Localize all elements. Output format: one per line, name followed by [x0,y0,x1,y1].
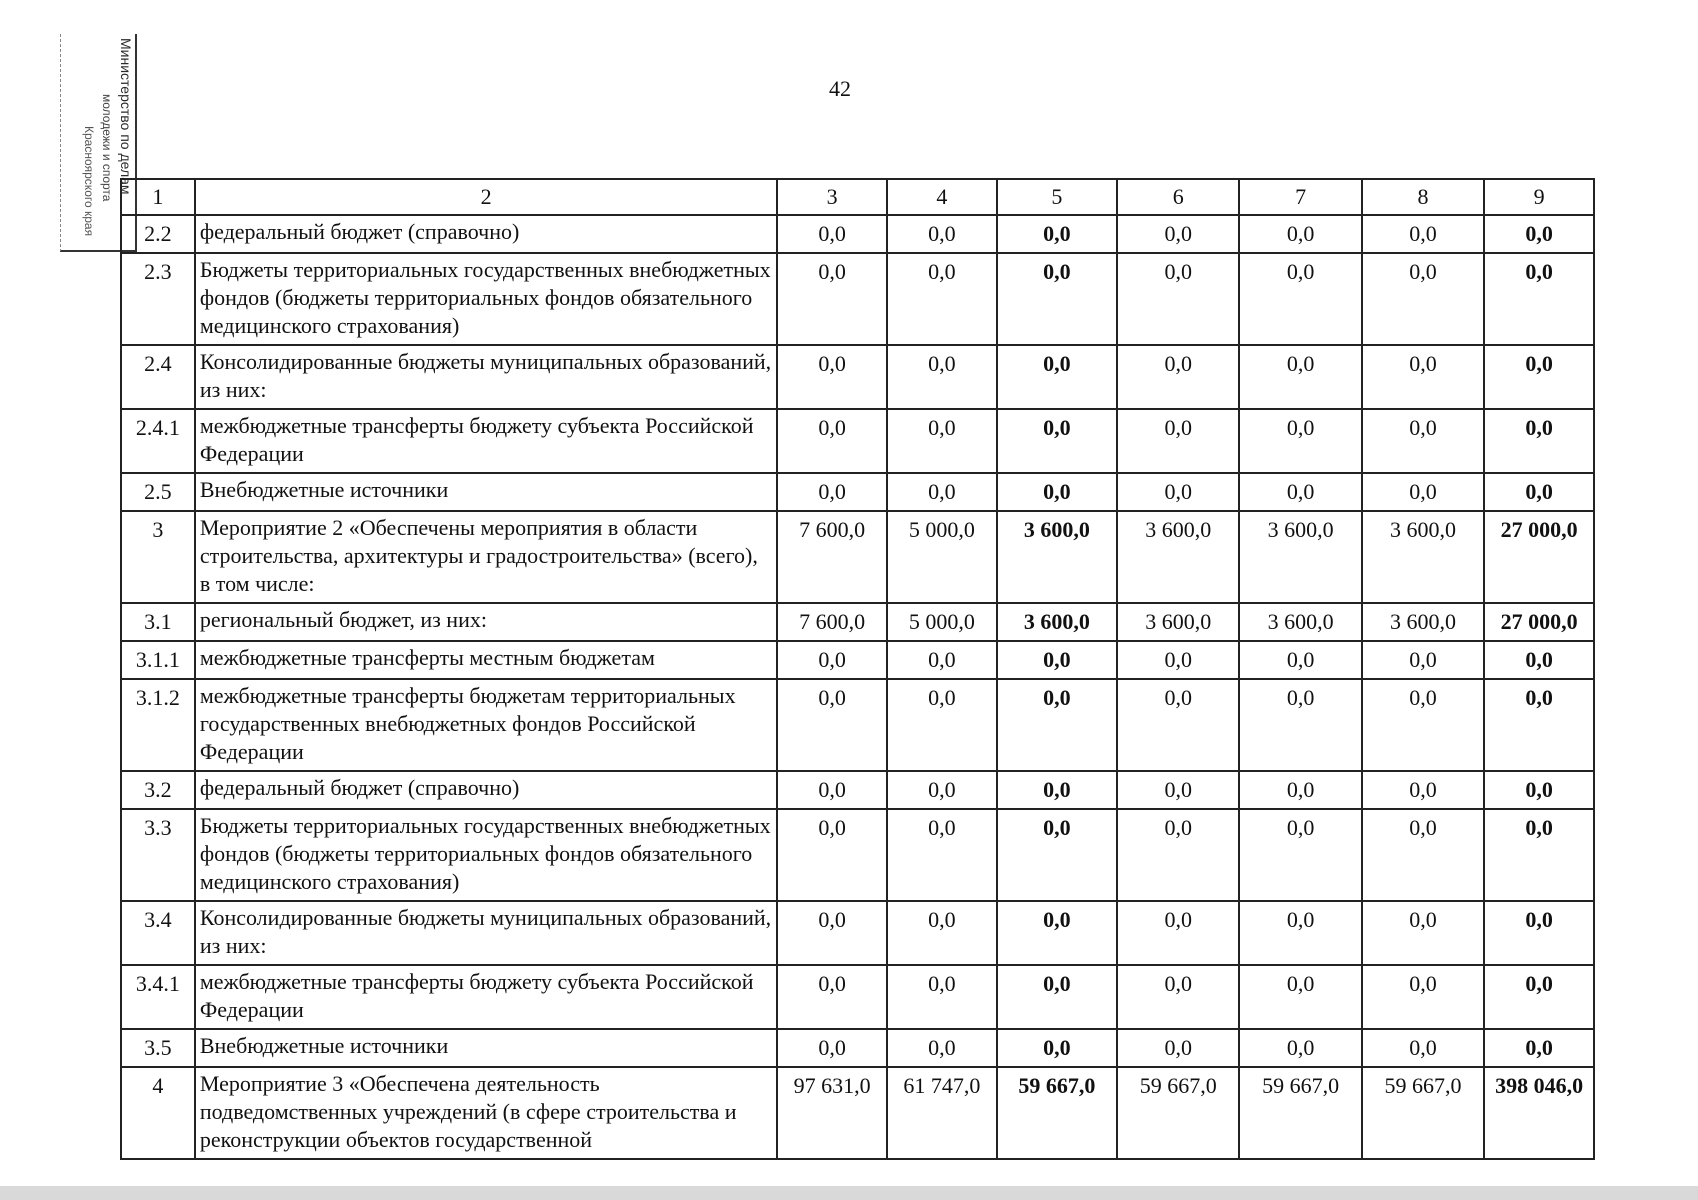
row-number-cell: 3.4 [121,901,195,965]
value-cell-col-4: 0,0 [887,409,997,473]
table-row [121,473,1594,511]
header-cell-1: 1 [121,179,195,215]
row-number-cell: 3.5 [121,1029,195,1067]
row-name-cell: федеральный бюджет (справочно) [195,771,777,809]
stamp-line-1: Министерство по делам [118,38,134,195]
row-name-cell: Внебюджетные источники [195,1029,777,1067]
value-cell-col-9: 0,0 [1484,679,1594,771]
value-cell-col-9: 0,0 [1484,1029,1594,1067]
header-cell-9: 9 [1484,179,1594,215]
table-row [121,641,1594,679]
value-cell-col-9: 0,0 [1484,641,1594,679]
table-row [121,679,1594,771]
value-cell-col-7: 0,0 [1239,215,1361,253]
value-cell-col-9: 0,0 [1484,771,1594,809]
row-number-cell: 2.5 [121,473,195,511]
table-row [121,901,1594,965]
value-cell-col-3: 0,0 [777,809,887,901]
row-name-cell: региональный бюджет, из них: [195,603,777,641]
value-cell-col-7: 0,0 [1239,679,1361,771]
row-number-cell: 2.2 [121,215,195,253]
value-cell-col-8: 0,0 [1362,253,1484,345]
value-cell-col-5: 0,0 [997,809,1117,901]
value-cell-col-4: 0,0 [887,965,997,1029]
value-cell-col-3: 97 631,0 [777,1067,887,1159]
value-cell-col-9: 0,0 [1484,215,1594,253]
value-cell-col-8: 0,0 [1362,409,1484,473]
value-cell-col-9: 27 000,0 [1484,511,1594,603]
value-cell-col-7: 0,0 [1239,1029,1361,1067]
value-cell-col-3: 0,0 [777,901,887,965]
value-cell-col-8: 3 600,0 [1362,511,1484,603]
table-row [121,1029,1594,1067]
value-cell-col-5: 0,0 [997,1029,1117,1067]
row-number-cell: 3.1.2 [121,679,195,771]
value-cell-col-7: 0,0 [1239,345,1361,409]
value-cell-col-4: 0,0 [887,253,997,345]
value-cell-col-5: 3 600,0 [997,603,1117,641]
row-number-cell: 4 [121,1067,195,1159]
value-cell-col-4: 0,0 [887,771,997,809]
value-cell-col-8: 0,0 [1362,345,1484,409]
table-row [121,253,1594,345]
value-cell-col-9: 0,0 [1484,409,1594,473]
value-cell-col-6: 0,0 [1117,771,1239,809]
value-cell-col-6: 0,0 [1117,253,1239,345]
value-cell-col-8: 0,0 [1362,1029,1484,1067]
value-cell-col-3: 7 600,0 [777,511,887,603]
header-cell-5: 5 [997,179,1117,215]
value-cell-col-7: 0,0 [1239,641,1361,679]
value-cell-col-7: 0,0 [1239,809,1361,901]
value-cell-col-3: 0,0 [777,771,887,809]
value-cell-col-7: 3 600,0 [1239,511,1361,603]
value-cell-col-6: 59 667,0 [1117,1067,1239,1159]
row-name-cell: Консолидированные бюджеты муниципальных образований, из них: [195,345,777,409]
value-cell-col-8: 0,0 [1362,473,1484,511]
value-cell-col-4: 0,0 [887,641,997,679]
row-name-cell: межбюджетные трансферты бюджетам территориальных государственных внебюджетных фондов Российской Федерации [195,679,777,771]
value-cell-col-3: 0,0 [777,473,887,511]
row-name-cell: федеральный бюджет (справочно) [195,215,777,253]
value-cell-col-5: 0,0 [997,409,1117,473]
value-cell-col-5: 0,0 [997,965,1117,1029]
value-cell-col-6: 3 600,0 [1117,603,1239,641]
value-cell-col-4: 0,0 [887,215,997,253]
value-cell-col-4: 0,0 [887,1029,997,1067]
header-cell-6: 6 [1117,179,1239,215]
row-number-cell: 2.4 [121,345,195,409]
value-cell-col-9: 0,0 [1484,965,1594,1029]
row-name-cell: Мероприятие 3 «Обеспечена деятельность подведомственных учреждений (в сфере строительства и реконструкции объектов государственной [195,1067,777,1159]
value-cell-col-8: 0,0 [1362,215,1484,253]
row-name-cell: Мероприятие 2 «Обеспечены мероприятия в области строительства, архитектуры и градостроительства» (всего), в том числе: [195,511,777,603]
row-name-cell: межбюджетные трансферты бюджету субъекта Российской Федерации [195,409,777,473]
value-cell-col-3: 0,0 [777,409,887,473]
value-cell-col-8: 59 667,0 [1362,1067,1484,1159]
table-row [121,511,1594,603]
value-cell-col-4: 0,0 [887,345,997,409]
value-cell-col-9: 0,0 [1484,345,1594,409]
value-cell-col-3: 0,0 [777,679,887,771]
value-cell-col-5: 0,0 [997,771,1117,809]
value-cell-col-5: 3 600,0 [997,511,1117,603]
row-number-cell: 2.3 [121,253,195,345]
row-number-cell: 3.3 [121,809,195,901]
table-row [121,1067,1594,1159]
row-number-cell: 3.1.1 [121,641,195,679]
value-cell-col-6: 0,0 [1117,809,1239,901]
value-cell-col-7: 0,0 [1239,409,1361,473]
value-cell-col-3: 0,0 [777,215,887,253]
value-cell-col-5: 0,0 [997,901,1117,965]
value-cell-col-3: 0,0 [777,345,887,409]
value-cell-col-4: 0,0 [887,809,997,901]
value-cell-col-3: 0,0 [777,1029,887,1067]
value-cell-col-6: 0,0 [1117,409,1239,473]
row-name-cell: Бюджеты территориальных государственных внебюджетных фондов (бюджеты территориальных фондов обязательного медицинского страхования) [195,809,777,901]
value-cell-col-3: 7 600,0 [777,603,887,641]
value-cell-col-4: 5 000,0 [887,511,997,603]
value-cell-col-3: 0,0 [777,965,887,1029]
value-cell-col-5: 0,0 [997,641,1117,679]
value-cell-col-4: 0,0 [887,901,997,965]
value-cell-col-4: 0,0 [887,473,997,511]
value-cell-col-5: 59 667,0 [997,1067,1117,1159]
value-cell-col-7: 0,0 [1239,253,1361,345]
value-cell-col-9: 0,0 [1484,253,1594,345]
value-cell-col-6: 3 600,0 [1117,511,1239,603]
table-row [121,965,1594,1029]
table-row [121,809,1594,901]
value-cell-col-9: 398 046,0 [1484,1067,1594,1159]
stamp-line-2: молодежи и спорта [100,94,114,202]
row-number-cell: 3.1 [121,603,195,641]
value-cell-col-3: 0,0 [777,641,887,679]
value-cell-col-6: 0,0 [1117,215,1239,253]
value-cell-col-6: 0,0 [1117,473,1239,511]
value-cell-col-7: 3 600,0 [1239,603,1361,641]
value-cell-col-7: 59 667,0 [1239,1067,1361,1159]
value-cell-col-6: 0,0 [1117,641,1239,679]
row-name-cell: Внебюджетные источники [195,473,777,511]
table-row [121,771,1594,809]
table-row [121,603,1594,641]
value-cell-col-5: 0,0 [997,253,1117,345]
value-cell-col-6: 0,0 [1117,679,1239,771]
row-name-cell: Консолидированные бюджеты муниципальных образований, из них: [195,901,777,965]
value-cell-col-9: 0,0 [1484,901,1594,965]
value-cell-col-9: 0,0 [1484,473,1594,511]
value-cell-col-7: 0,0 [1239,901,1361,965]
row-name-cell: межбюджетные трансферты бюджету субъекта Российской Федерации [195,965,777,1029]
value-cell-col-4: 0,0 [887,679,997,771]
header-cell-7: 7 [1239,179,1361,215]
value-cell-col-7: 0,0 [1239,771,1361,809]
table-row [121,345,1594,409]
page-number: 42 [829,76,851,101]
row-number-cell: 3.2 [121,771,195,809]
value-cell-col-8: 0,0 [1362,901,1484,965]
value-cell-col-6: 0,0 [1117,1029,1239,1067]
value-cell-col-5: 0,0 [997,679,1117,771]
header-cell-4: 4 [887,179,997,215]
table-row [121,409,1594,473]
row-number-cell: 2.4.1 [121,409,195,473]
value-cell-col-5: 0,0 [997,473,1117,511]
scan-bottom-edge [0,1186,1698,1200]
table-header-row [121,179,1594,215]
value-cell-col-4: 61 747,0 [887,1067,997,1159]
value-cell-col-7: 0,0 [1239,473,1361,511]
row-number-cell: 3.4.1 [121,965,195,1029]
header-cell-8: 8 [1362,179,1484,215]
budget-table [120,178,1595,1160]
value-cell-col-7: 0,0 [1239,965,1361,1029]
value-cell-col-8: 0,0 [1362,965,1484,1029]
stamp-line-3: Красноярского края [82,126,96,237]
value-cell-col-8: 3 600,0 [1362,603,1484,641]
table-body [121,215,1594,1159]
row-name-cell: межбюджетные трансферты местным бюджетам [195,641,777,679]
value-cell-col-6: 0,0 [1117,345,1239,409]
row-name-cell: Бюджеты территориальных государственных внебюджетных фондов (бюджеты территориальных фондов обязательного медицинского страхования) [195,253,777,345]
value-cell-col-4: 5 000,0 [887,603,997,641]
value-cell-col-8: 0,0 [1362,809,1484,901]
value-cell-col-9: 27 000,0 [1484,603,1594,641]
row-number-cell: 3 [121,511,195,603]
value-cell-col-8: 0,0 [1362,641,1484,679]
header-cell-3: 3 [777,179,887,215]
value-cell-col-5: 0,0 [997,345,1117,409]
table-row [121,215,1594,253]
value-cell-col-3: 0,0 [777,253,887,345]
value-cell-col-5: 0,0 [997,215,1117,253]
value-cell-col-8: 0,0 [1362,679,1484,771]
value-cell-col-6: 0,0 [1117,901,1239,965]
header-cell-2: 2 [195,179,777,215]
value-cell-col-8: 0,0 [1362,771,1484,809]
value-cell-col-6: 0,0 [1117,965,1239,1029]
value-cell-col-9: 0,0 [1484,809,1594,901]
